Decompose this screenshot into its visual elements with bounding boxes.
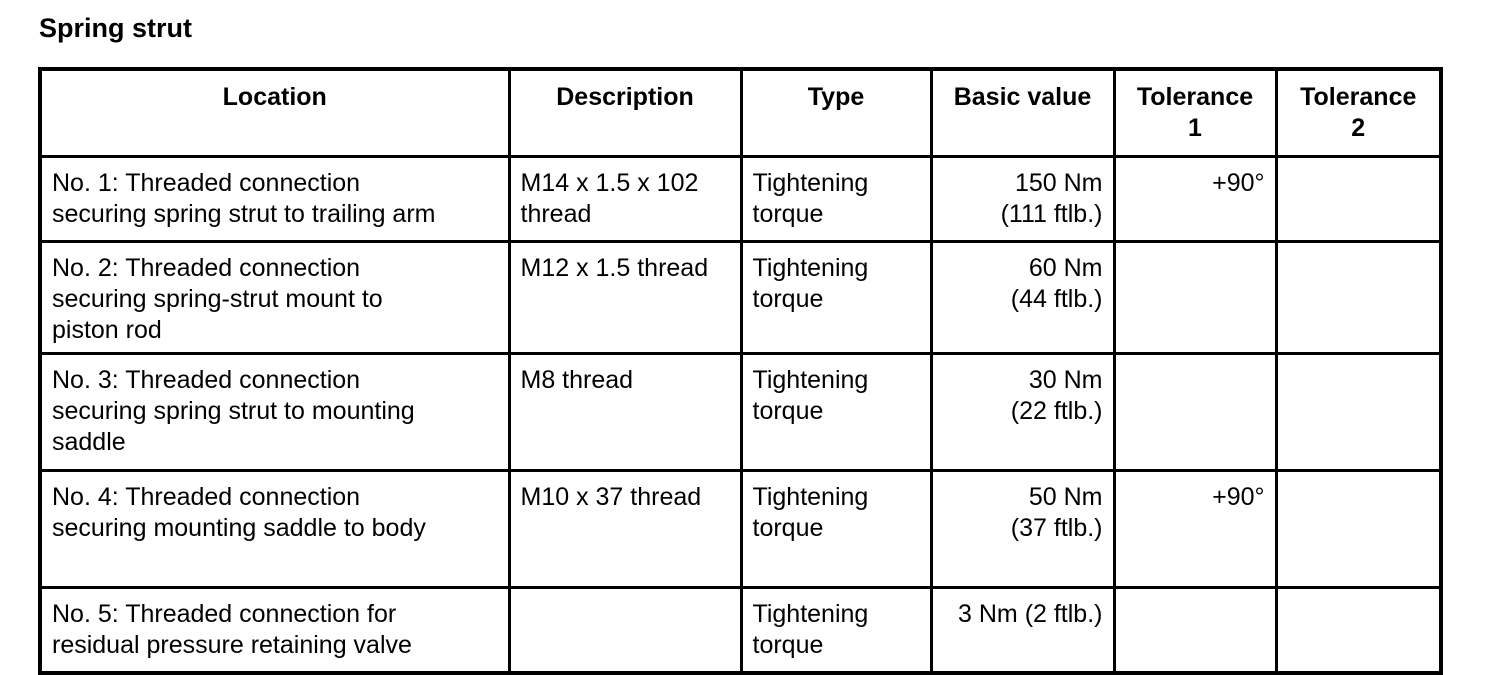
location-cell-line: No. 3: Threaded connection (52, 366, 361, 394)
type-cell-line: torque (752, 397, 824, 425)
location-cell-line: piston rod (52, 316, 162, 344)
description-cell-line: M14 x 1.5 x 102 (520, 169, 699, 197)
basic-value-cell-line: (37 ftlb.) (1010, 514, 1103, 542)
location-cell-line: No. 5: Threaded connection for (52, 600, 397, 628)
header-description: Description (509, 69, 741, 157)
description-cell (509, 471, 741, 588)
description-cell-line: thread (520, 200, 592, 228)
description-cell (509, 242, 741, 354)
table-body (40, 157, 1441, 674)
tolerance-2-cell (1276, 588, 1441, 674)
header-row (40, 69, 1441, 157)
basic-value-cell (931, 242, 1114, 354)
description-cell-line: M12 x 1.5 thread (520, 254, 709, 282)
description-cell (509, 588, 741, 674)
basic-value-cell-line: 50 Nm (1028, 483, 1103, 511)
page-title: Spring strut (39, 13, 192, 43)
basic-value-cell (931, 354, 1114, 471)
basic-value-cell-line: 3 Nm (2 ftlb.) (958, 600, 1103, 628)
table-row (40, 157, 1441, 242)
tolerance-2-cell (1276, 471, 1441, 588)
location-cell-line: No. 2: Threaded connection (52, 254, 361, 282)
location-cell-line: securing spring strut to trailing arm (52, 200, 436, 228)
location-cell (40, 588, 509, 674)
type-cell-line: Tightening (752, 600, 869, 628)
table-row (40, 588, 1441, 674)
header-type: Type (741, 69, 931, 157)
description-cell-line: M10 x 37 thread (520, 483, 702, 511)
tolerance-1-cell (1114, 242, 1276, 354)
tolerance-1-cell (1114, 157, 1276, 242)
tolerance-2-cell (1276, 242, 1441, 354)
location-cell (40, 471, 509, 588)
location-cell-line: residual pressure retaining valve (52, 631, 412, 659)
basic-value-cell-line: (22 ftlb.) (1010, 397, 1103, 425)
description-cell-line: M8 thread (520, 366, 634, 394)
tolerance-1-cell (1114, 354, 1276, 471)
tolerance-2-cell (1276, 354, 1441, 471)
header-location: Location (40, 69, 509, 157)
location-cell-line: securing spring strut to mounting (52, 397, 415, 425)
tolerance-1-cell-text: +90° (1212, 169, 1265, 197)
type-cell (741, 354, 931, 471)
header-tolerance-1: Tolerance 1 (1114, 69, 1276, 157)
tolerance-1-cell (1114, 588, 1276, 674)
tolerance-2-cell (1276, 157, 1441, 242)
table-row (40, 354, 1441, 471)
spring-strut-spec-table (38, 67, 1443, 675)
location-cell (40, 354, 509, 471)
description-cell (509, 354, 741, 471)
type-cell-line: torque (752, 631, 824, 659)
location-cell-line: No. 4: Threaded connection (52, 483, 361, 511)
tolerance-1-cell-text: +90° (1212, 483, 1265, 511)
type-cell-line: torque (752, 514, 824, 542)
table-row (40, 471, 1441, 588)
header-basic-value: Basic value (931, 69, 1114, 157)
table-row (40, 242, 1441, 354)
type-cell (741, 242, 931, 354)
tolerance-1-cell (1114, 471, 1276, 588)
type-cell-line: torque (752, 285, 824, 313)
basic-value-cell (931, 471, 1114, 588)
header-tolerance-2: Tolerance 2 (1276, 69, 1441, 157)
type-cell-line: Tightening (752, 366, 869, 394)
location-cell (40, 157, 509, 242)
basic-value-cell-line: 30 Nm (1028, 366, 1103, 394)
type-cell (741, 588, 931, 674)
basic-value-cell-line: (44 ftlb.) (1010, 285, 1103, 313)
location-cell-line: No. 1: Threaded connection (52, 169, 361, 197)
type-cell (741, 157, 931, 242)
type-cell-line: Tightening (752, 254, 869, 282)
location-cell-line: securing spring-strut mount to (52, 285, 383, 313)
location-cell-line: saddle (52, 428, 126, 456)
basic-value-cell-line: 60 Nm (1028, 254, 1103, 282)
location-cell (40, 242, 509, 354)
basic-value-cell-line: (111 ftlb.) (1000, 200, 1103, 228)
location-cell-line: securing mounting saddle to body (52, 514, 426, 542)
type-cell (741, 471, 931, 588)
type-cell-line: torque (752, 200, 824, 228)
description-cell (509, 157, 741, 242)
basic-value-cell (931, 588, 1114, 674)
basic-value-cell (931, 157, 1114, 242)
basic-value-cell-line: 150 Nm (1014, 169, 1103, 197)
type-cell-line: Tightening (752, 169, 869, 197)
type-cell-line: Tightening (752, 483, 869, 511)
